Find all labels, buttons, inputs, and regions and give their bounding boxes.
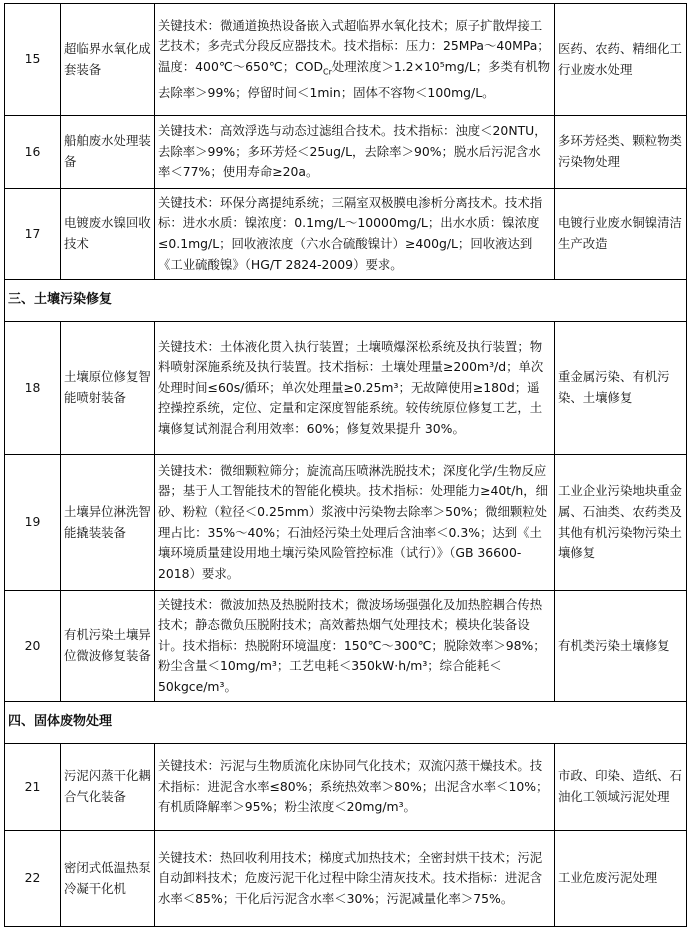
technical-specs: 关键技术：高效浮选与动态过滤组合技术。技术指标：浊度＜20NTU，去除率＞99%；多环芳烃＜25ug/L，去除率＞90%；脱水后污泥含水率＜77%；使用寿命≥20a。 [155,116,555,189]
section-heading: 四、固体废物处理 [5,702,687,744]
item-number: 15 [5,4,61,116]
section-heading: 三、土壤污染修复 [5,280,687,322]
equipment-name: 密闭式低温热泵冷凝干化机 [61,831,155,927]
technical-specs: 关键技术：微细颗粒筛分；旋流高压喷淋洗脱技术；深度化学/生物反应器；基于人工智能技术的智能化模块。技术指标：处理能力≥40t/h，细砂、粉粒（粒径＜0.25mm）浆液中污染物去除率＞50%；微细颗粒处理占比：35%～40%；石油烃污染土处理后含油率＜0.3%；达到《土壤环境质量建设用地土壤污染风险管控标准（试行）》（GB 36600-2018）要求。 [155,455,555,591]
equipment-name: 土壤原位修复智能喷射装备 [61,322,155,455]
technical-specs: 关键技术：土体液化贯入执行装置；土壤喷爆深松系统及执行装置；物料喷射深施系统及执行装置。技术指标：土壤处理量≥200m³/d；单次处理时间≤60s/循环；单次处理量≥0.25m³；无故障使用≥180d；遥控操控系统，定位、定量和定深度智能系统。较传统原位修复工艺，土壤修复试剂混合利用效率：60%；修复效果提升 30%。 [155,322,555,455]
section-row [5,702,687,744]
item-number: 22 [5,831,61,927]
application-field: 市政、印染、造纸、石油化工领域污泥处理 [555,744,687,831]
technical-specs [155,4,555,116]
item-number: 20 [5,591,61,702]
table-row [5,455,687,591]
section-row [5,280,687,322]
equipment-name: 土壤异位淋洗智能撬装装备 [61,455,155,591]
table-row [5,744,687,831]
equipment-name: 超临界水氧化成套装备 [61,4,155,116]
item-number: 17 [5,189,61,280]
item-number: 18 [5,322,61,455]
application-field: 有机类污染土壤修复 [555,591,687,702]
item-number: 21 [5,744,61,831]
application-field: 工业危废污泥处理 [555,831,687,927]
technical-specs-subscript: Cr [323,67,332,77]
table-row [5,4,687,116]
table-row [5,322,687,455]
application-field: 多环芳烃类、颗粒物类污染物处理 [555,116,687,189]
technical-specs-text: 关键技术：微通道换热设备嵌入式超临界水氧化技术；原子扩散焊接工艺技术；多壳式分段反应器技术。技术指标：压力：25MPa～40MPa；温度：400℃～650℃；COD [158,17,550,74]
item-number: 19 [5,455,61,591]
equipment-name: 船舶废水处理装备 [61,116,155,189]
equipment-catalog-table [4,3,687,927]
technical-specs: 关键技术：微波加热及热脱附技术；微波场场强强化及加热腔耦合传热技术；静态微负压脱附技术；高效蓄热烟气处理技术；模块化装备设计。技术指标：热脱附环境温度：150℃～300℃；脱除效率＞98%；粉尘含量＜10mg/m³；工艺电耗＜350kW·h/m³；综合能耗＜50kgce/m³。 [155,591,555,702]
table-row [5,116,687,189]
item-number: 16 [5,116,61,189]
application-field: 电镀行业废水铜镍清洁生产改造 [555,189,687,280]
application-field: 工业企业污染地块重金属、石油类、农药类及其他有机污染物污染土壤修复 [555,455,687,591]
technical-specs: 关键技术：环保分离提纯系统；三隔室双极膜电渗析分离技术。技术指标：进水水质：镍浓度：0.1mg/L～10000mg/L；出水水质：镍浓度≤0.1mg/L；回收液浓度（六水合硫酸镍计）≥400g/L；回收液达到《工业硫酸镍》（HG/T 2824-2009）要求。 [155,189,555,280]
technical-specs: 关键技术：污泥与生物质流化床协同气化技术；双流闪蒸干燥技术。技术指标：进泥含水率≤80%；系统热效率＞80%；出泥含水率＜10%；有机质降解率＞95%；粉尘浓度＜20mg/m³。 [155,744,555,831]
table-row [5,189,687,280]
table-row [5,591,687,702]
technical-specs-text-tail: 处理浓度＞1.2×10⁵mg/L；多类有机物去除率＞99%；停留时间＜1min；固体不容物＜100mg/L。 [158,58,551,100]
table-row [5,831,687,927]
equipment-name: 有机污染土壤异位微波修复装备 [61,591,155,702]
application-field: 医药、农药、精细化工行业废水处理 [555,4,687,116]
equipment-name: 电镀废水镍回收技术 [61,189,155,280]
application-field: 重金属污染、有机污染、土壤修复 [555,322,687,455]
equipment-name: 污泥闪蒸干化耦合气化装备 [61,744,155,831]
technical-specs: 关键技术：热回收利用技术；梯度式加热技术；全密封烘干技术；污泥自动卸料技术；危废污泥干化过程中除尘清灰技术。技术指标：进泥含水率＜85%；干化后污泥含水率＜30%；污泥减量化率＞75%。 [155,831,555,927]
